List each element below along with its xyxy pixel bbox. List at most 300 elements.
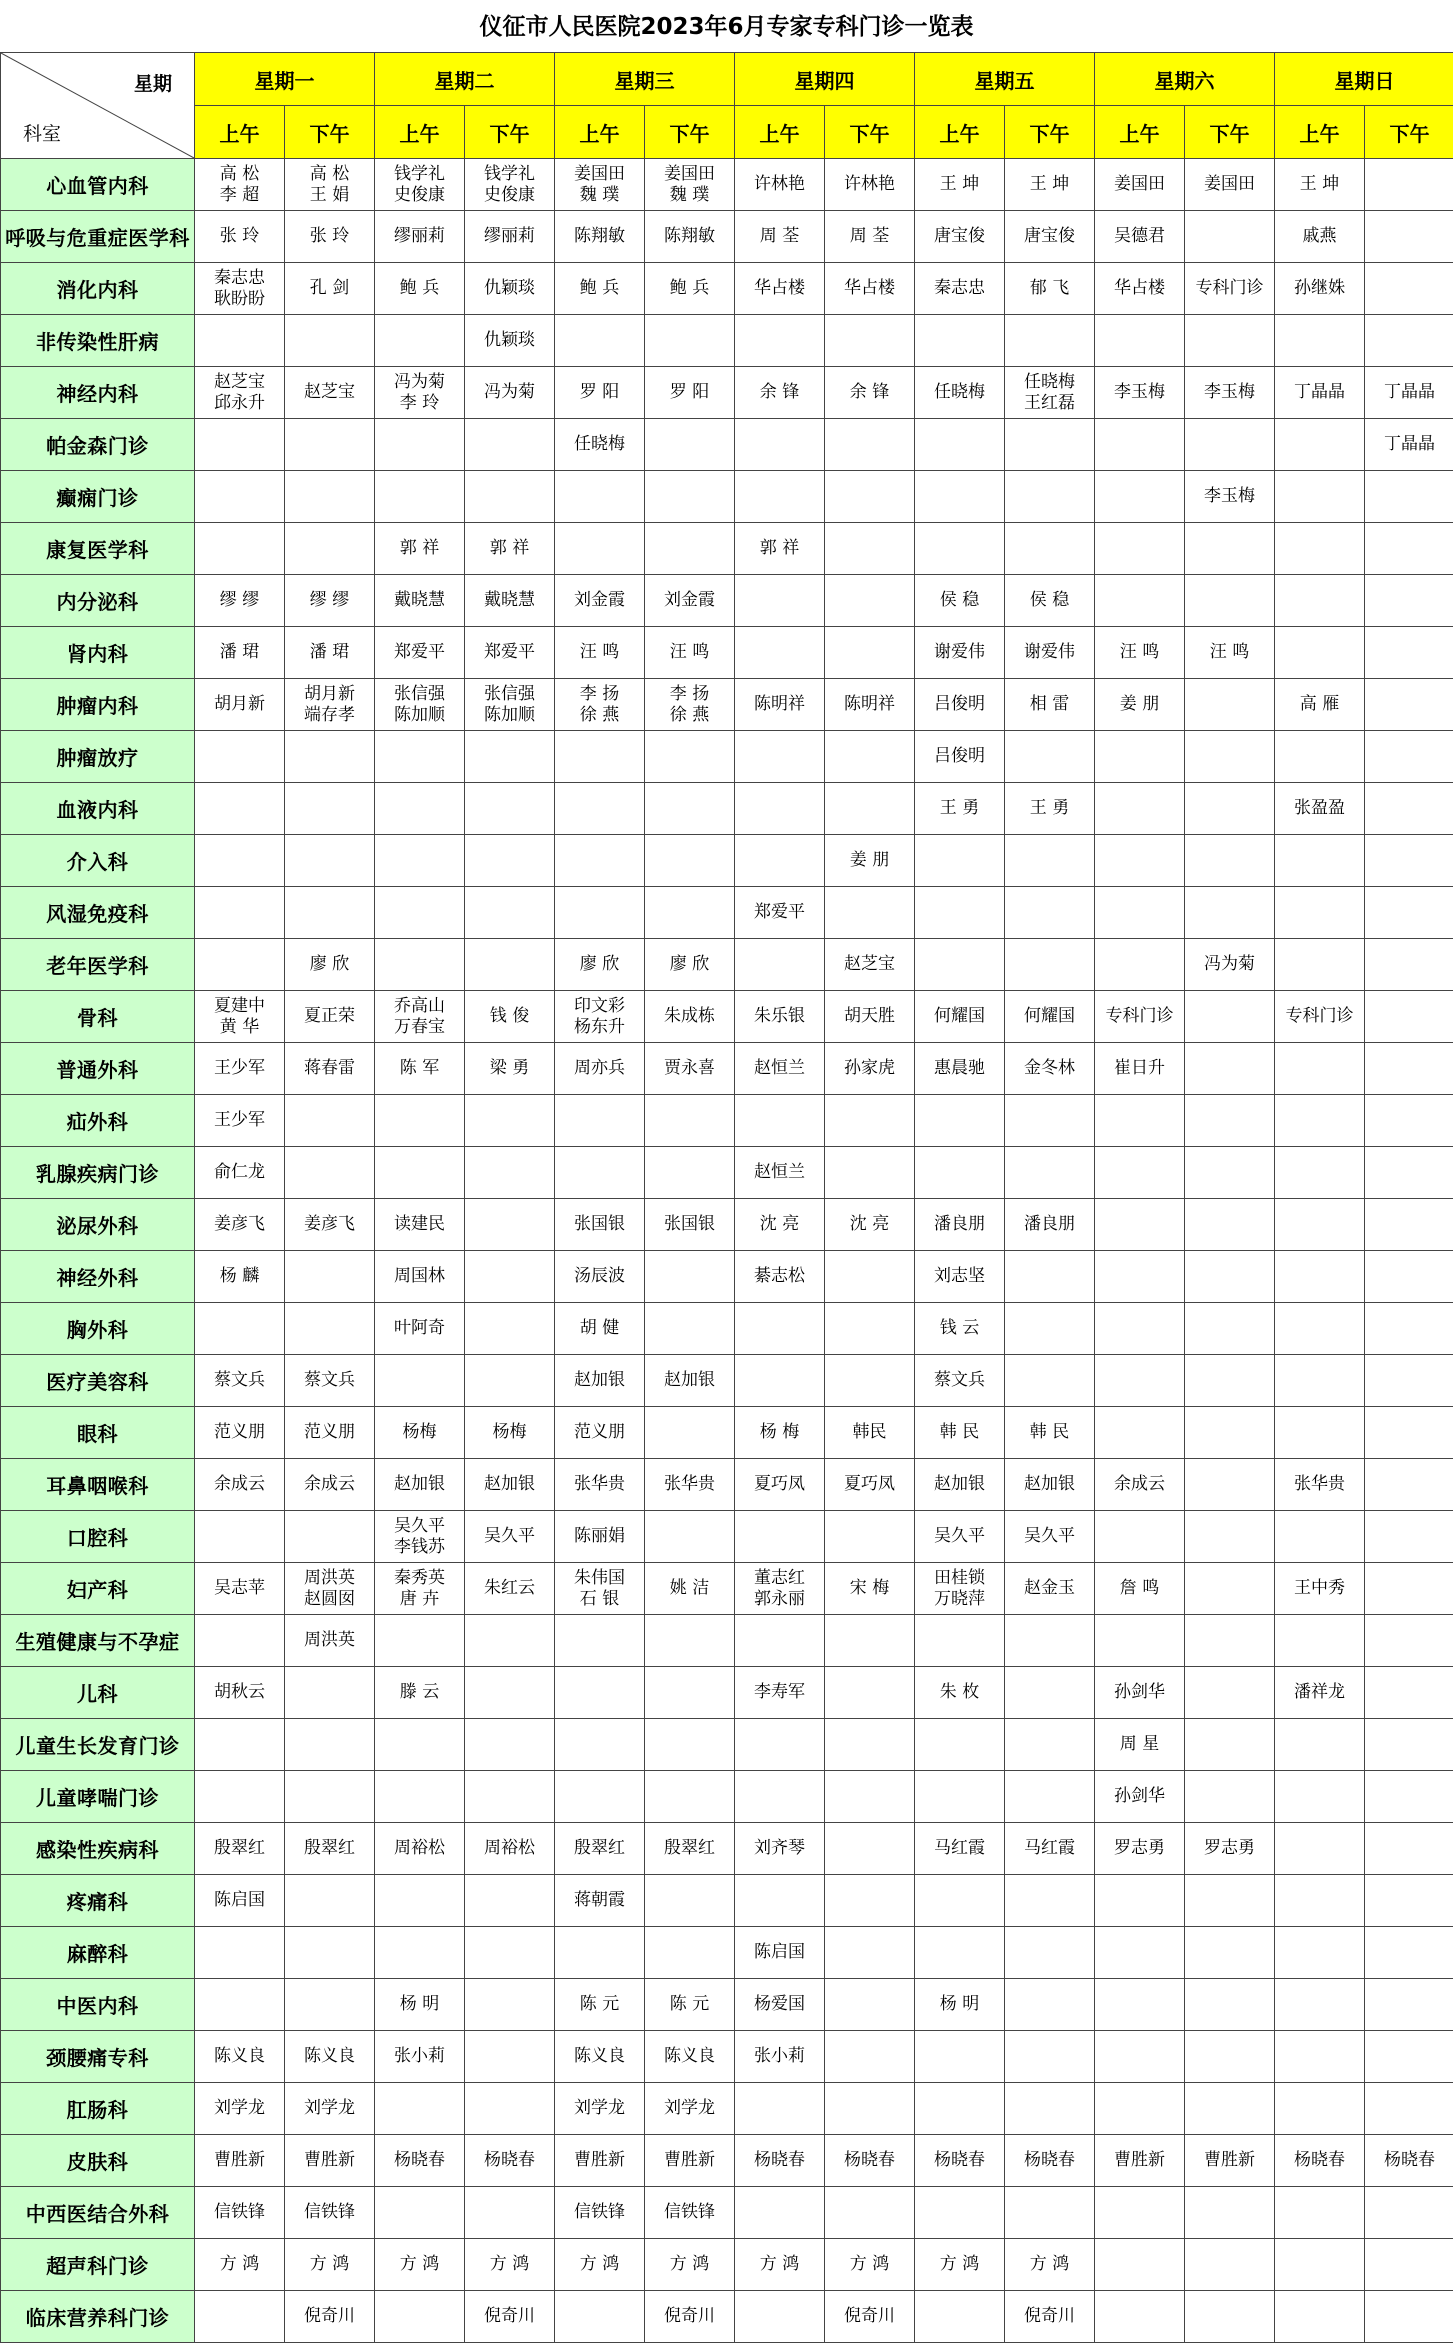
doctor-cell: 沈 亮 <box>825 1199 915 1251</box>
doctor-cell: 姜 朋 <box>825 835 915 887</box>
doctor-cell <box>1005 887 1095 939</box>
doctor-cell: 孙家虎 <box>825 1043 915 1095</box>
slot-header: 下午 <box>285 106 375 159</box>
doctor-cell <box>1095 1615 1185 1667</box>
doctor-cell <box>1275 1199 1365 1251</box>
table-row <box>1 575 1453 627</box>
doctor-cell: 方 鸿 <box>825 2239 915 2291</box>
doctor-cell <box>1005 1979 1095 2031</box>
table-row <box>1 1927 1453 1979</box>
doctor-cell: 李 扬 徐 燕 <box>555 679 645 731</box>
doctor-cell <box>1185 1095 1275 1147</box>
doctor-cell: 读建民 <box>375 1199 465 1251</box>
doctor-cell <box>1095 2031 1185 2083</box>
doctor-cell: 朱乐银 <box>735 991 825 1043</box>
doctor-cell: 鲍 兵 <box>555 263 645 315</box>
doctor-cell <box>645 315 735 367</box>
table-row <box>1 419 1453 471</box>
doctor-cell: 杨晓春 <box>375 2135 465 2187</box>
doctor-cell: 倪奇川 <box>1005 2291 1095 2343</box>
doctor-cell <box>1365 887 1453 939</box>
doctor-cell: 姜国田 魏 璞 <box>555 159 645 211</box>
doctor-cell: 孙剑华 <box>1095 1667 1185 1719</box>
doctor-cell: 潘良朋 <box>1005 1199 1095 1251</box>
doctor-cell <box>1365 835 1453 887</box>
doctor-cell: 赵芝宝 邱永升 <box>195 367 285 419</box>
doctor-cell <box>1275 419 1365 471</box>
doctor-cell: 方 鸿 <box>735 2239 825 2291</box>
table-row <box>1 887 1453 939</box>
doctor-cell <box>285 1771 375 1823</box>
department-name: 皮肤科 <box>1 2135 195 2187</box>
department-name: 肛肠科 <box>1 2083 195 2135</box>
doctor-cell <box>1095 1511 1185 1563</box>
slot-header: 上午 <box>375 106 465 159</box>
doctor-cell <box>375 471 465 523</box>
doctor-cell <box>1365 263 1453 315</box>
table-row <box>1 1459 1453 1511</box>
doctor-cell <box>915 1771 1005 1823</box>
doctor-cell <box>1365 1303 1453 1355</box>
doctor-cell: 杨梅 <box>375 1407 465 1459</box>
doctor-cell <box>1005 315 1095 367</box>
department-name: 癫痫门诊 <box>1 471 195 523</box>
doctor-cell: 丁晶晶 <box>1365 367 1453 419</box>
department-name: 儿童生长发育门诊 <box>1 1719 195 1771</box>
doctor-cell <box>735 1355 825 1407</box>
doctor-cell: 潘祥龙 <box>1275 1667 1365 1719</box>
table-row <box>1 627 1453 679</box>
department-name: 生殖健康与不孕症 <box>1 1615 195 1667</box>
doctor-cell <box>1275 835 1365 887</box>
table-row <box>1 2083 1453 2135</box>
table-row <box>1 1719 1453 1771</box>
doctor-cell: 方 鸿 <box>1005 2239 1095 2291</box>
doctor-cell <box>195 1771 285 1823</box>
doctor-cell <box>1185 1303 1275 1355</box>
doctor-cell <box>1365 783 1453 835</box>
slot-header: 下午 <box>1185 106 1275 159</box>
doctor-cell <box>735 1511 825 1563</box>
doctor-cell: 韩民 <box>825 1407 915 1459</box>
doctor-cell <box>375 1095 465 1147</box>
doctor-cell <box>1365 575 1453 627</box>
table-row <box>1 2239 1453 2291</box>
doctor-cell <box>1185 1147 1275 1199</box>
doctor-cell <box>285 783 375 835</box>
slot-header: 上午 <box>1275 106 1365 159</box>
doctor-cell <box>465 471 555 523</box>
department-name: 胸外科 <box>1 1303 195 1355</box>
doctor-cell <box>465 731 555 783</box>
doctor-cell <box>1095 315 1185 367</box>
doctor-cell: 朱 枚 <box>915 1667 1005 1719</box>
doctor-cell <box>735 835 825 887</box>
doctor-cell: 方 鸿 <box>285 2239 375 2291</box>
doctor-cell: 倪奇川 <box>285 2291 375 2343</box>
doctor-cell: 王中秀 <box>1275 1563 1365 1615</box>
doctor-cell: 叶阿奇 <box>375 1303 465 1355</box>
doctor-cell <box>1095 575 1185 627</box>
doctor-cell: 殷翠红 <box>645 1823 735 1875</box>
doctor-cell <box>825 1875 915 1927</box>
doctor-cell <box>1275 939 1365 991</box>
doctor-cell: 戴晓慧 <box>375 575 465 627</box>
doctor-cell <box>1275 1927 1365 1979</box>
doctor-cell <box>375 2291 465 2343</box>
doctor-cell: 滕 云 <box>375 1667 465 1719</box>
doctor-cell: 陈义良 <box>195 2031 285 2083</box>
doctor-cell <box>1005 419 1095 471</box>
doctor-cell: 俞仁龙 <box>195 1147 285 1199</box>
doctor-cell: 汪 鸣 <box>1185 627 1275 679</box>
doctor-cell: 蒋春雷 <box>285 1043 375 1095</box>
doctor-cell <box>1095 2187 1185 2239</box>
doctor-cell <box>825 1927 915 1979</box>
doctor-cell <box>555 2291 645 2343</box>
doctor-cell: 任晓梅 <box>555 419 645 471</box>
doctor-cell <box>375 315 465 367</box>
doctor-cell: 周 星 <box>1095 1719 1185 1771</box>
doctor-cell <box>1365 1979 1453 2031</box>
department-name: 肿瘤放疗 <box>1 731 195 783</box>
doctor-cell: 赵芝宝 <box>285 367 375 419</box>
doctor-cell <box>375 1147 465 1199</box>
doctor-cell: 唐宝俊 <box>915 211 1005 263</box>
doctor-cell <box>1185 1407 1275 1459</box>
doctor-cell: 专科门诊 <box>1095 991 1185 1043</box>
doctor-cell <box>1365 1719 1453 1771</box>
doctor-cell: 侯 稳 <box>1005 575 1095 627</box>
doctor-cell <box>1005 471 1095 523</box>
doctor-cell: 仇颖琰 <box>465 315 555 367</box>
doctor-cell: 杨爱国 <box>735 1979 825 2031</box>
doctor-cell <box>375 939 465 991</box>
doctor-cell <box>1095 835 1185 887</box>
doctor-cell <box>465 783 555 835</box>
doctor-cell <box>735 627 825 679</box>
doctor-cell: 汪 鸣 <box>555 627 645 679</box>
department-name: 康复医学科 <box>1 523 195 575</box>
doctor-cell <box>285 1511 375 1563</box>
doctor-cell <box>645 1771 735 1823</box>
doctor-cell <box>915 887 1005 939</box>
doctor-cell <box>825 1719 915 1771</box>
doctor-cell: 倪奇川 <box>465 2291 555 2343</box>
table-row <box>1 1043 1453 1095</box>
doctor-cell: 曹胜新 <box>1185 2135 1275 2187</box>
table-row <box>1 263 1453 315</box>
doctor-cell: 刘齐琴 <box>735 1823 825 1875</box>
doctor-cell <box>1275 523 1365 575</box>
doctor-cell <box>1275 1511 1365 1563</box>
doctor-cell <box>735 419 825 471</box>
doctor-cell <box>1365 1771 1453 1823</box>
day-header: 星期日 <box>1275 53 1453 106</box>
doctor-cell <box>1005 1667 1095 1719</box>
department-name: 儿科 <box>1 1667 195 1719</box>
doctor-cell <box>1275 1303 1365 1355</box>
doctor-cell: 高 松 李 超 <box>195 159 285 211</box>
doctor-cell: 谢爱伟 <box>915 627 1005 679</box>
doctor-cell: 方 鸿 <box>645 2239 735 2291</box>
department-name: 超声科门诊 <box>1 2239 195 2291</box>
doctor-cell: 殷翠红 <box>555 1823 645 1875</box>
day-header: 星期六 <box>1095 53 1275 106</box>
doctor-cell <box>825 2031 915 2083</box>
doctor-cell: 郑爱平 <box>465 627 555 679</box>
doctor-cell <box>645 1511 735 1563</box>
doctor-cell <box>465 1095 555 1147</box>
doctor-cell <box>825 783 915 835</box>
doctor-cell: 杨晓春 <box>735 2135 825 2187</box>
doctor-cell <box>1275 1355 1365 1407</box>
doctor-cell <box>195 471 285 523</box>
doctor-cell: 戚燕 <box>1275 211 1365 263</box>
doctor-cell <box>555 1719 645 1771</box>
doctor-cell: 冯为菊 李 玲 <box>375 367 465 419</box>
table-row <box>1 1563 1453 1615</box>
doctor-cell <box>915 1147 1005 1199</box>
doctor-cell <box>1275 627 1365 679</box>
doctor-cell: 汤辰波 <box>555 1251 645 1303</box>
doctor-cell: 夏巧凤 <box>735 1459 825 1511</box>
doctor-cell <box>1365 1095 1453 1147</box>
doctor-cell <box>1365 627 1453 679</box>
table-row <box>1 471 1453 523</box>
doctor-cell: 韩 民 <box>915 1407 1005 1459</box>
table-row <box>1 783 1453 835</box>
doctor-cell: 缪 缪 <box>195 575 285 627</box>
doctor-cell <box>195 1303 285 1355</box>
week-axis-label: 星期 <box>134 69 172 96</box>
doctor-cell <box>825 471 915 523</box>
doctor-cell <box>195 419 285 471</box>
doctor-cell: 吕俊明 <box>915 731 1005 783</box>
doctor-cell <box>825 523 915 575</box>
doctor-cell: 蔡文兵 <box>285 1355 375 1407</box>
doctor-cell <box>1275 2291 1365 2343</box>
doctor-cell <box>735 2083 825 2135</box>
doctor-cell <box>915 1719 1005 1771</box>
doctor-cell <box>465 1303 555 1355</box>
department-name: 消化内科 <box>1 263 195 315</box>
doctor-cell <box>1095 1095 1185 1147</box>
doctor-cell: 陈 元 <box>645 1979 735 2031</box>
doctor-cell: 周 荃 <box>825 211 915 263</box>
doctor-cell <box>1365 1823 1453 1875</box>
doctor-cell <box>825 627 915 679</box>
doctor-cell: 陈明祥 <box>825 679 915 731</box>
doctor-cell <box>735 315 825 367</box>
table-row <box>1 315 1453 367</box>
doctor-cell: 范义朋 <box>555 1407 645 1459</box>
department-name: 肾内科 <box>1 627 195 679</box>
doctor-cell <box>1005 2031 1095 2083</box>
doctor-cell <box>1185 575 1275 627</box>
doctor-cell <box>1185 2239 1275 2291</box>
doctor-cell <box>915 471 1005 523</box>
doctor-cell: 郭 祥 <box>375 523 465 575</box>
doctor-cell <box>1005 731 1095 783</box>
doctor-cell: 殷翠红 <box>195 1823 285 1875</box>
doctor-cell <box>465 1355 555 1407</box>
doctor-cell: 陈 元 <box>555 1979 645 2031</box>
doctor-cell <box>285 1147 375 1199</box>
doctor-cell: 蔡文兵 <box>915 1355 1005 1407</box>
doctor-cell <box>915 2291 1005 2343</box>
doctor-cell: 殷翠红 <box>285 1823 375 1875</box>
doctor-cell <box>1275 1147 1365 1199</box>
doctor-cell <box>1095 1875 1185 1927</box>
department-name: 帕金森门诊 <box>1 419 195 471</box>
doctor-cell <box>1365 1615 1453 1667</box>
doctor-cell <box>1365 991 1453 1043</box>
doctor-cell <box>1095 2239 1185 2291</box>
doctor-cell <box>825 1355 915 1407</box>
doctor-cell <box>195 1927 285 1979</box>
doctor-cell <box>1095 783 1185 835</box>
doctor-cell <box>555 1927 645 1979</box>
doctor-cell <box>915 835 1005 887</box>
doctor-cell <box>375 887 465 939</box>
doctor-cell <box>915 1875 1005 1927</box>
doctor-cell: 赵加银 <box>375 1459 465 1511</box>
doctor-cell: 何耀国 <box>915 991 1005 1043</box>
doctor-cell: 王少军 <box>195 1095 285 1147</box>
doctor-cell <box>1275 1719 1365 1771</box>
doctor-cell: 郑爱平 <box>735 887 825 939</box>
doctor-cell: 董志红 郭永丽 <box>735 1563 825 1615</box>
doctor-cell: 周 荃 <box>735 211 825 263</box>
doctor-cell <box>1095 731 1185 783</box>
doctor-cell <box>285 1251 375 1303</box>
doctor-cell <box>1185 1927 1275 1979</box>
doctor-cell <box>1185 1667 1275 1719</box>
doctor-cell: 赵加银 <box>1005 1459 1095 1511</box>
doctor-cell <box>375 783 465 835</box>
doctor-cell <box>285 887 375 939</box>
doctor-cell: 方 鸿 <box>195 2239 285 2291</box>
doctor-cell <box>1365 1927 1453 1979</box>
table-row <box>1 731 1453 783</box>
doctor-cell: 周洪英 <box>285 1615 375 1667</box>
doctor-cell <box>1365 1563 1453 1615</box>
doctor-cell <box>1275 731 1365 783</box>
doctor-cell: 王 坤 <box>915 159 1005 211</box>
doctor-cell <box>1005 1147 1095 1199</box>
doctor-cell <box>375 731 465 783</box>
department-name: 乳腺疾病门诊 <box>1 1147 195 1199</box>
doctor-cell <box>735 471 825 523</box>
doctor-cell <box>1185 419 1275 471</box>
department-name: 内分泌科 <box>1 575 195 627</box>
doctor-cell: 赵加银 <box>915 1459 1005 1511</box>
day-header: 星期二 <box>375 53 555 106</box>
doctor-cell: 许林艳 <box>735 159 825 211</box>
doctor-cell: 方 鸿 <box>465 2239 555 2291</box>
doctor-cell: 罗 阳 <box>555 367 645 419</box>
doctor-cell <box>1005 1771 1095 1823</box>
doctor-cell <box>555 1147 645 1199</box>
doctor-cell: 罗志勇 <box>1185 1823 1275 1875</box>
doctor-cell: 崔日升 <box>1095 1043 1185 1095</box>
doctor-cell: 郑爱平 <box>375 627 465 679</box>
doctor-cell <box>645 1407 735 1459</box>
doctor-cell: 韩 民 <box>1005 1407 1095 1459</box>
doctor-cell: 余成云 <box>285 1459 375 1511</box>
doctor-cell: 谢爱伟 <box>1005 627 1095 679</box>
doctor-cell: 杨 明 <box>915 1979 1005 2031</box>
doctor-cell <box>1095 471 1185 523</box>
doctor-cell: 汪 鸣 <box>645 627 735 679</box>
doctor-cell <box>735 731 825 783</box>
doctor-cell: 赵加银 <box>555 1355 645 1407</box>
doctor-cell: 郁 飞 <box>1005 263 1095 315</box>
doctor-cell: 信铁锋 <box>195 2187 285 2239</box>
doctor-cell: 胡月新 <box>195 679 285 731</box>
doctor-cell: 侯 稳 <box>915 575 1005 627</box>
doctor-cell <box>1095 1251 1185 1303</box>
doctor-cell <box>555 315 645 367</box>
doctor-cell: 方 鸿 <box>915 2239 1005 2291</box>
doctor-cell <box>1185 1251 1275 1303</box>
doctor-cell: 吴久平 <box>915 1511 1005 1563</box>
doctor-cell: 钱学礼 史俊康 <box>465 159 555 211</box>
doctor-cell: 王少军 <box>195 1043 285 1095</box>
doctor-cell: 余 锋 <box>735 367 825 419</box>
department-name: 口腔科 <box>1 1511 195 1563</box>
doctor-cell <box>1365 1043 1453 1095</box>
doctor-cell: 赵恒兰 <box>735 1043 825 1095</box>
table-row <box>1 1251 1453 1303</box>
schedule-table <box>0 52 1453 2343</box>
doctor-cell <box>465 1771 555 1823</box>
doctor-cell: 刘学龙 <box>555 2083 645 2135</box>
doctor-cell: 任晓梅 <box>915 367 1005 419</box>
doctor-cell <box>645 419 735 471</box>
doctor-cell: 乔高山 万春宝 <box>375 991 465 1043</box>
doctor-cell <box>825 1251 915 1303</box>
table-row <box>1 1615 1453 1667</box>
doctor-cell <box>285 1303 375 1355</box>
doctor-cell <box>285 315 375 367</box>
doctor-cell <box>825 1095 915 1147</box>
department-name: 中西医结合外科 <box>1 2187 195 2239</box>
doctor-cell <box>195 2291 285 2343</box>
doctor-cell: 姜国田 <box>1095 159 1185 211</box>
department-name: 神经内科 <box>1 367 195 419</box>
doctor-cell <box>1005 1719 1095 1771</box>
doctor-cell: 唐宝俊 <box>1005 211 1095 263</box>
doctor-cell: 华占楼 <box>825 263 915 315</box>
doctor-cell: 蒋朝霞 <box>555 1875 645 1927</box>
doctor-cell <box>915 1095 1005 1147</box>
doctor-cell: 姜彦飞 <box>195 1199 285 1251</box>
department-name: 颈腰痛专科 <box>1 2031 195 2083</box>
doctor-cell: 詹 鸣 <box>1095 1563 1185 1615</box>
table-row <box>1 2031 1453 2083</box>
slot-header: 上午 <box>735 106 825 159</box>
doctor-cell: 范义朋 <box>195 1407 285 1459</box>
department-name: 疝外科 <box>1 1095 195 1147</box>
doctor-cell: 张盈盈 <box>1275 783 1365 835</box>
department-name: 妇产科 <box>1 1563 195 1615</box>
doctor-cell <box>465 1875 555 1927</box>
doctor-cell <box>825 1979 915 2031</box>
doctor-cell: 赵金玉 <box>1005 1563 1095 1615</box>
doctor-cell: 姜国田 魏 璞 <box>645 159 735 211</box>
